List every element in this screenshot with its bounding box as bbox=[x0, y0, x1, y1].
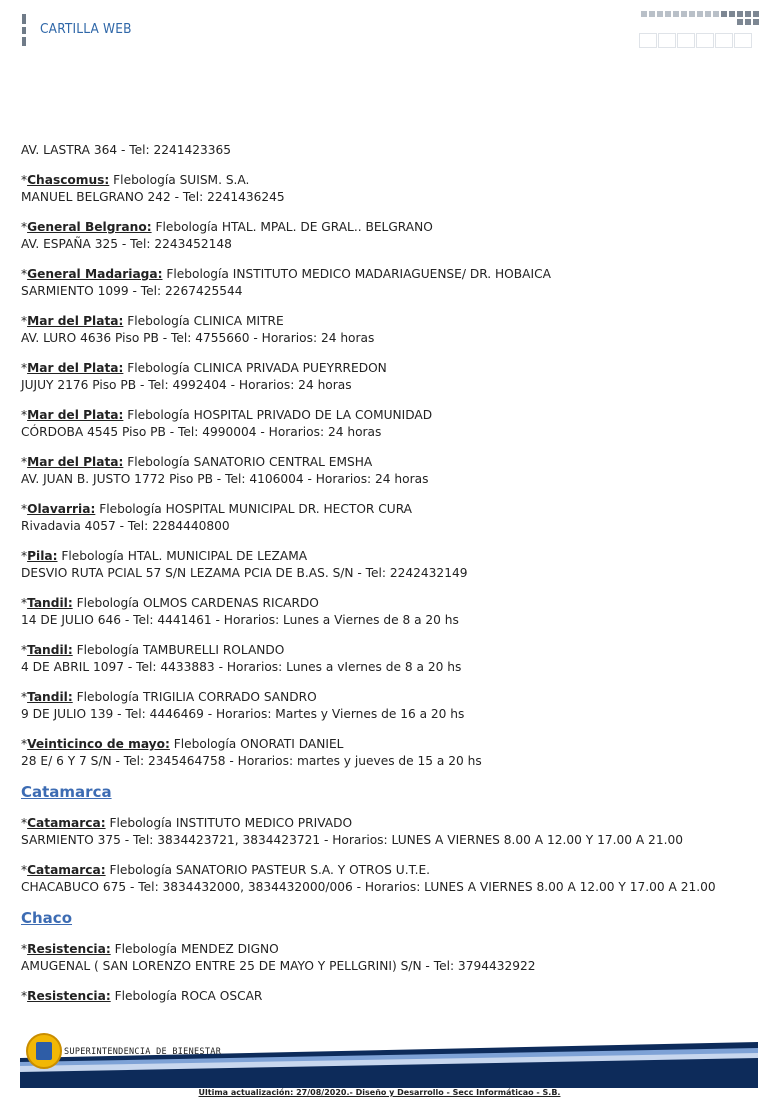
pixel-square bbox=[729, 11, 735, 17]
provider-location: General Madariaga: bbox=[27, 267, 163, 281]
pixel-square bbox=[737, 11, 743, 17]
provider-location: Pila: bbox=[27, 549, 58, 563]
document-body bbox=[21, 142, 746, 1018]
provider-name: Flebología HTAL. MPAL. DE GRAL.. BELGRANO bbox=[151, 220, 433, 234]
pixel-outline-box bbox=[715, 33, 733, 48]
provider-name: Flebología TAMBURELLI ROLANDO bbox=[72, 643, 285, 657]
provider-address: Rivadavia 4057 - Tel: 2284440800 bbox=[21, 519, 230, 533]
provider-name: Flebología SANATORIO PASTEUR S.A. Y OTROS U.T.E. bbox=[105, 863, 431, 877]
provider-name: Flebología CLINICA PRIVADA PUEYRREDON bbox=[123, 361, 387, 375]
header-accent-bar bbox=[22, 14, 26, 46]
provider-name: Flebología CLINICA MITRE bbox=[123, 314, 284, 328]
provider-name: Flebología SANATORIO CENTRAL EMSHA bbox=[123, 455, 373, 469]
provider-address: 14 DE JULIO 646 - Tel: 4441461 - Horarios: Lunes a Viernes de 8 a 20 hs bbox=[21, 613, 459, 627]
provider-entry bbox=[21, 501, 746, 535]
pixel-square bbox=[753, 19, 759, 25]
provider-entry bbox=[21, 642, 746, 676]
provider-entry bbox=[21, 862, 746, 896]
pixel-square bbox=[641, 11, 647, 17]
pixel-square bbox=[721, 11, 727, 17]
province-heading-chaco: Chaco bbox=[21, 909, 73, 927]
pixel-square bbox=[705, 11, 711, 17]
seal-icon bbox=[26, 1033, 62, 1069]
provider-line: *Tandil: Flebología OLMOS CARDENAS RICARDO bbox=[21, 596, 319, 610]
provider-line: *Mar del Plata: Flebología CLINICA PRIVADA PUEYRREDON bbox=[21, 361, 387, 375]
pixel-square bbox=[737, 19, 743, 25]
provider-location: Tandil: bbox=[27, 596, 73, 610]
pixel-square bbox=[689, 11, 695, 17]
provider-address: AMUGENAL ( SAN LORENZO ENTRE 25 DE MAYO Y PELLGRINI) S/N - Tel: 3794432922 bbox=[21, 959, 536, 973]
provider-location: Resistencia: bbox=[27, 942, 111, 956]
provider-location: Tandil: bbox=[27, 643, 73, 657]
footer-wave-band bbox=[20, 1028, 758, 1088]
provider-address: 28 E/ 6 Y 7 S/N - Tel: 2345464758 - Horarios: martes y jueves de 15 a 20 hs bbox=[21, 754, 482, 768]
province-heading-catamarca: Catamarca bbox=[21, 783, 112, 801]
provider-name: Flebología HOSPITAL PRIVADO DE LA COMUNIDAD bbox=[123, 408, 433, 422]
provider-name: Flebología MENDEZ DIGNO bbox=[110, 942, 279, 956]
provider-address: SARMIENTO 1099 - Tel: 2267425544 bbox=[21, 284, 243, 298]
provider-line: *Mar del Plata: Flebología SANATORIO CENTRAL EMSHA bbox=[21, 455, 373, 469]
provider-name: Flebología ROCA OSCAR bbox=[110, 989, 263, 1003]
provider-address: DESVIO RUTA PCIAL 57 S/N LEZAMA PCIA DE B.AS. S/N - Tel: 2242432149 bbox=[21, 566, 468, 580]
provider-location: Catamarca: bbox=[27, 863, 106, 877]
provider-entry bbox=[21, 142, 746, 159]
provider-address: 4 DE ABRIL 1097 - Tel: 4433883 - Horarios: Lunes a vIernes de 8 a 20 hs bbox=[21, 660, 462, 674]
provider-address: MANUEL BELGRANO 242 - Tel: 2241436245 bbox=[21, 190, 285, 204]
provider-entry bbox=[21, 815, 746, 849]
provider-address: AV. ESPAÑA 325 - Tel: 2243452148 bbox=[21, 237, 232, 251]
provider-name: Flebología HTAL. MUNICIPAL DE LEZAMA bbox=[57, 549, 308, 563]
provider-entry bbox=[21, 266, 746, 300]
provider-location: Tandil: bbox=[27, 690, 73, 704]
provider-entry bbox=[21, 595, 746, 629]
provider-line: *General Madariaga: Flebología INSTITUTO MEDICO MADARIAGUENSE/ DR. HOBAICA bbox=[21, 267, 551, 281]
pixel-outline-box bbox=[677, 33, 695, 48]
provider-entry bbox=[21, 172, 746, 206]
header-title: CARTILLA WEB bbox=[40, 21, 132, 37]
provider-name: Flebología INSTITUTO MEDICO PRIVADO bbox=[105, 816, 353, 830]
pixel-outline-box bbox=[658, 33, 676, 48]
provider-entry bbox=[21, 941, 746, 975]
provider-entry bbox=[21, 689, 746, 723]
provider-line: *Olavarria: Flebología HOSPITAL MUNICIPAL DR. HECTOR CURA bbox=[21, 502, 413, 516]
provider-line: *Chascomus: Flebología SUISM. S.A. bbox=[21, 173, 250, 187]
provider-line: *Veinticinco de mayo: Flebología ONORATI DANIEL bbox=[21, 737, 344, 751]
provider-address: CÓRDOBA 4545 Piso PB - Tel: 4990004 - Horarios: 24 horas bbox=[21, 425, 382, 439]
provider-line: *Mar del Plata: Flebología CLINICA MITRE bbox=[21, 314, 284, 328]
pixel-square bbox=[713, 11, 719, 17]
provider-line: *Tandil: Flebología TRIGILIA CORRADO SANDRO bbox=[21, 690, 317, 704]
provider-entry bbox=[21, 313, 746, 347]
provider-line: *Catamarca: Flebología INSTITUTO MEDICO PRIVADO bbox=[21, 816, 353, 830]
pixel-square bbox=[753, 11, 759, 17]
provider-location: Mar del Plata: bbox=[27, 455, 124, 469]
pixel-square bbox=[649, 11, 655, 17]
pixel-outline-box bbox=[639, 33, 657, 48]
provider-location: Olavarria: bbox=[27, 502, 96, 516]
provider-line: *Mar del Plata: Flebología HOSPITAL PRIVADO DE LA COMUNIDAD bbox=[21, 408, 433, 422]
provider-address: CHACABUCO 675 - Tel: 3834432000, 3834432000/006 - Horarios: LUNES A VIERNES 8.00 A 12.00 Y 17.00 A 21.00 bbox=[21, 880, 716, 894]
provider-entry bbox=[21, 454, 746, 488]
provider-address: AV. LURO 4636 Piso PB - Tel: 4755660 - Horarios: 24 horas bbox=[21, 331, 375, 345]
entries-group-catamarca bbox=[21, 815, 746, 896]
footer-update-note: Ultima actualización: 27/08/2020.- Diseño y Desarrollo - Secc Informáticao - S.B. bbox=[198, 1088, 561, 1097]
pixel-square bbox=[673, 11, 679, 17]
pixel-square bbox=[657, 11, 663, 17]
provider-location: General Belgrano: bbox=[27, 220, 152, 234]
footer-organization: SUPERINTENDENCIA DE BIENESTAR bbox=[64, 1047, 222, 1057]
header-pixel-decoration bbox=[635, 11, 757, 47]
entries-group-chaco bbox=[21, 941, 746, 1005]
provider-location: Resistencia: bbox=[27, 989, 111, 1003]
provider-location: Mar del Plata: bbox=[27, 361, 124, 375]
provider-line: *Resistencia: Flebología ROCA OSCAR bbox=[21, 989, 263, 1003]
provider-line: *Pila: Flebología HTAL. MUNICIPAL DE LEZAMA bbox=[21, 549, 308, 563]
provider-entry bbox=[21, 988, 746, 1005]
provider-location: Mar del Plata: bbox=[27, 408, 124, 422]
provider-entry bbox=[21, 407, 746, 441]
provider-location: Mar del Plata: bbox=[27, 314, 124, 328]
provider-entry bbox=[21, 360, 746, 394]
provider-name: Flebología SUISM. S.A. bbox=[109, 173, 250, 187]
provider-location: Catamarca: bbox=[27, 816, 106, 830]
provider-entry bbox=[21, 736, 746, 770]
provider-address: AV. LASTRA 364 - Tel: 2241423365 bbox=[21, 143, 232, 157]
provider-address: JUJUY 2176 Piso PB - Tel: 4992404 - Horarios: 24 horas bbox=[21, 378, 352, 392]
provider-line: *Catamarca: Flebología SANATORIO PASTEUR S.A. Y OTROS U.T.E. bbox=[21, 863, 431, 877]
entries-group-buenos-aires bbox=[21, 142, 746, 770]
provider-address: AV. JUAN B. JUSTO 1772 Piso PB - Tel: 4106004 - Horarios: 24 horas bbox=[21, 472, 429, 486]
provider-location: Veinticinco de mayo: bbox=[27, 737, 170, 751]
provider-location: Chascomus: bbox=[27, 173, 110, 187]
provider-name: Flebología INSTITUTO MEDICO MADARIAGUENSE/ DR. HOBAICA bbox=[162, 267, 551, 281]
page-header bbox=[0, 0, 759, 60]
provider-line: *Resistencia: Flebología MENDEZ DIGNO bbox=[21, 942, 279, 956]
provider-entry bbox=[21, 548, 746, 582]
pixel-square bbox=[745, 19, 751, 25]
provider-entry bbox=[21, 219, 746, 253]
provider-line: *General Belgrano: Flebología HTAL. MPAL. DE GRAL.. BELGRANO bbox=[21, 220, 433, 234]
pixel-square bbox=[665, 11, 671, 17]
provider-name: Flebología TRIGILIA CORRADO SANDRO bbox=[72, 690, 317, 704]
pixel-square bbox=[681, 11, 687, 17]
pixel-square bbox=[745, 11, 751, 17]
provider-name: Flebología OLMOS CARDENAS RICARDO bbox=[72, 596, 319, 610]
pixel-outline-box bbox=[734, 33, 752, 48]
pixel-square bbox=[697, 11, 703, 17]
provider-address: SARMIENTO 375 - Tel: 3834423721, 3834423721 - Horarios: LUNES A VIERNES 8.00 A 12.00 Y 17.00 A 21.00 bbox=[21, 833, 683, 847]
provider-line: *Tandil: Flebología TAMBURELLI ROLANDO bbox=[21, 643, 285, 657]
provider-name: Flebología HOSPITAL MUNICIPAL DR. HECTOR CURA bbox=[95, 502, 413, 516]
provider-name: Flebología ONORATI DANIEL bbox=[169, 737, 344, 751]
provider-address: 9 DE JULIO 139 - Tel: 4446469 - Horarios: Martes y Viernes de 16 a 20 hs bbox=[21, 707, 465, 721]
pixel-outline-box bbox=[696, 33, 714, 48]
